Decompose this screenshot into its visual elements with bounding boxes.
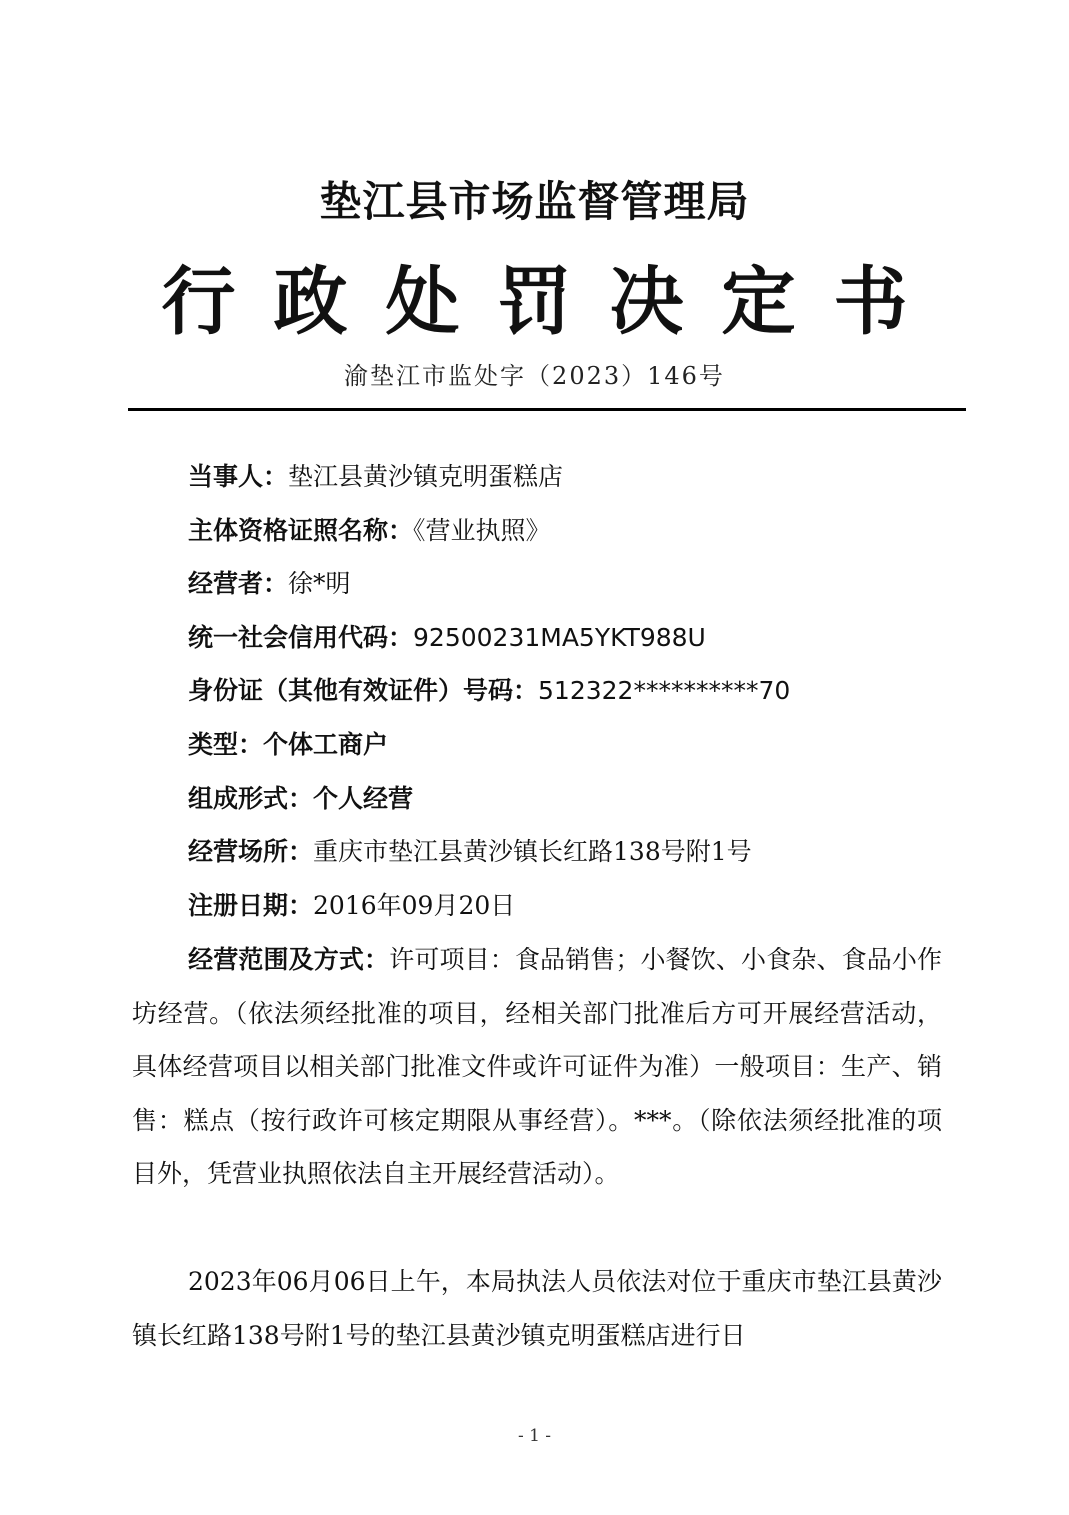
field-label: 组成形式： xyxy=(188,783,314,813)
field-label: 统一社会信用代码： xyxy=(188,622,414,652)
business-scope-text: 许可项目：食品销售；小餐饮、小食杂、食品小作坊经营。（依法须经批准的项目，经相关部门批准后方可开展经营活动，具体经营项目以相关部门批准文件或许可证件为准）一般项目：生产、销售：糕点（按行政许可核定期限从事经营）。***。（除依法须经批准的项目外，凭营业执照依法自主开展经营活动）。 xyxy=(132,945,942,1189)
business-scope-paragraph xyxy=(132,933,942,1201)
field-registration-date xyxy=(188,879,968,933)
field-license-name xyxy=(188,504,968,558)
field-organization-form xyxy=(188,772,968,826)
page-number: - 1 - xyxy=(517,1426,552,1446)
field-label: 主体资格证照名称： xyxy=(188,515,414,545)
field-value: 《营业执照》 xyxy=(413,515,551,545)
field-label: 类型： xyxy=(188,729,264,759)
field-value: 重庆市垫江县黄沙镇长红路138号附1号 xyxy=(313,837,752,867)
field-label: 当事人： xyxy=(188,462,289,491)
field-credit-code xyxy=(188,611,968,665)
field-value: 垫江县黄沙镇克明蛋糕店 xyxy=(288,462,564,491)
field-label: 注册日期： xyxy=(188,890,314,920)
field-party xyxy=(188,450,968,504)
field-operator xyxy=(188,557,968,611)
field-label: 经营者： xyxy=(188,569,289,599)
field-value: 徐*明 xyxy=(288,569,351,599)
party-info xyxy=(188,450,968,932)
body-paragraph xyxy=(132,1255,942,1362)
business-scope-label: 经营范围及方式： xyxy=(188,945,390,974)
header-divider xyxy=(128,408,966,411)
field-label: 身份证（其他有效证件）号码： xyxy=(188,676,539,706)
field-value: 个人经营 xyxy=(313,783,414,813)
field-label: 经营场所： xyxy=(188,837,314,867)
field-value: 92500231MA5YKT988U xyxy=(413,622,706,652)
field-id-number xyxy=(188,664,968,718)
field-type xyxy=(188,718,968,772)
document-title: 行政处罚决定书 xyxy=(161,259,946,345)
field-value: 个体工商户 xyxy=(263,729,389,759)
field-value: 2016年09月20日 xyxy=(313,890,516,920)
field-business-address xyxy=(188,825,968,879)
issuing-agency: 垫江县市场监督管理局 xyxy=(319,177,750,226)
body-paragraph-text: 2023年06月06日上午，本局执法人员依法对位于重庆市垫江县黄沙镇长红路138号附1号的垫江县黄沙镇克明蛋糕店进行日 xyxy=(132,1267,942,1350)
field-value: 512322**********70 xyxy=(538,676,791,706)
document-number: 渝垫江市监处字（2023）146号 xyxy=(344,362,725,390)
